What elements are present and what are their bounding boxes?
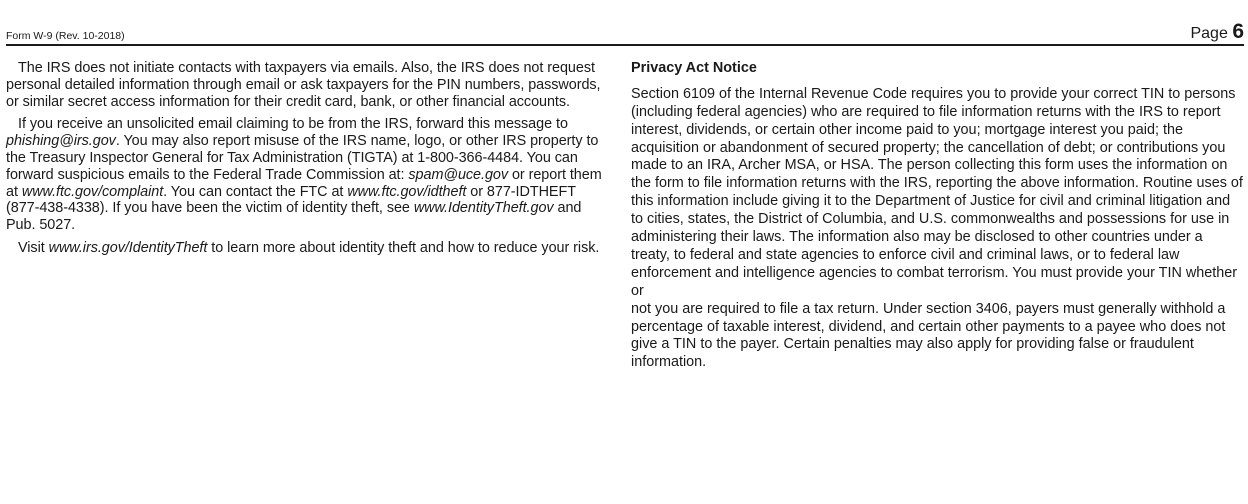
report-text-1: If you receive an unsolicited email claiming to be from the IRS, forward this message to (18, 116, 568, 133)
visit-text-2: to learn more about identity theft and how to reduce your risk. (207, 239, 600, 256)
report-phishing-paragraph (6, 116, 610, 234)
ftc-complaint-link[interactable]: www.ftc.gov/complaint (21, 183, 164, 200)
form-identifier: Form W-9 (Rev. 10-2018) (6, 30, 125, 42)
backup-withholding-paragraph: not you are required to file a tax return. Under section 3406, payers must generally withhold a percentage of taxable interest, dividend, and certain other payments to a payee who does not give a TIN to the payer. Certain penalties may also apply for providing false or fraudulent information. (631, 300, 1226, 371)
page-number: 6 (1232, 20, 1244, 43)
report-text-6: and Pub. 5027. (6, 200, 582, 234)
page-label (1190, 22, 1244, 44)
privacy-act-paragraph: Section 6109 of the Internal Revenue Code requires you to provide your correct TIN to persons (including federal agencies) who are required to file information returns with the IRS to report interest, dividends, or certain other income paid to you; mortgage interest you paid; the acquisition or abandonment of secured property; the cancellation of debt; or contributions you made to an IRA, Archer MSA, or HSA. The person collecting this form uses the information on the form to file information returns with the IRS, reporting the above information. Routine uses of this information include giving it to the Department of Justice for civil and criminal litigation and to cities, states, the District of Columbia, and U.S. commonwealths and possessions for use in administering their laws. The information also may be disclosed to other countries under a treaty, to federal and state agencies to enforce civil and criminal laws, or to federal law enforcement and intelligence agencies to combat terrorism. You must provide your TIN whether or (631, 85, 1243, 299)
page-label-text: Page (1190, 25, 1228, 42)
spam-email-link[interactable]: spam@uce.gov (408, 166, 509, 183)
right-column (631, 60, 1245, 372)
report-text-4: . You can contact the FTC at (163, 183, 348, 200)
privacy-act-heading: Privacy Act Notice (631, 60, 757, 76)
report-text-2: . You may also report misuse of the IRS name, logo, or other IRS property to the Treasury Inspector General for Tax Administration (TIGTA) at 1-800-366-4484. You can forward suspicious emails to the Federal Trade Commission at: (6, 133, 599, 183)
irs-identitytheft-link[interactable]: www.irs.gov/IdentityTheft (48, 239, 208, 256)
visit-text-1: Visit (18, 239, 49, 256)
identitytheft-gov-link[interactable]: www.IdentityTheft.gov (413, 200, 554, 217)
left-column (6, 60, 610, 263)
visit-irs-paragraph (6, 240, 610, 257)
phishing-email-link[interactable]: phishing@irs.gov (6, 133, 116, 150)
irs-email-paragraph: The IRS does not initiate contacts with taxpayers via emails. Also, the IRS does not request personal detailed information through email or ask taxpayers for the PIN numbers, passwords, or similar secret access information for their credit card, bank, or other financial accounts. (6, 60, 601, 110)
report-text-5: or 877-IDTHEFT (877-438-4338). If you have been the victim of identity theft, see (6, 183, 576, 217)
page-header (6, 18, 1244, 46)
report-text-3: or report them at (6, 166, 602, 200)
ftc-idtheft-link[interactable]: www.ftc.gov/idtheft (347, 183, 467, 200)
